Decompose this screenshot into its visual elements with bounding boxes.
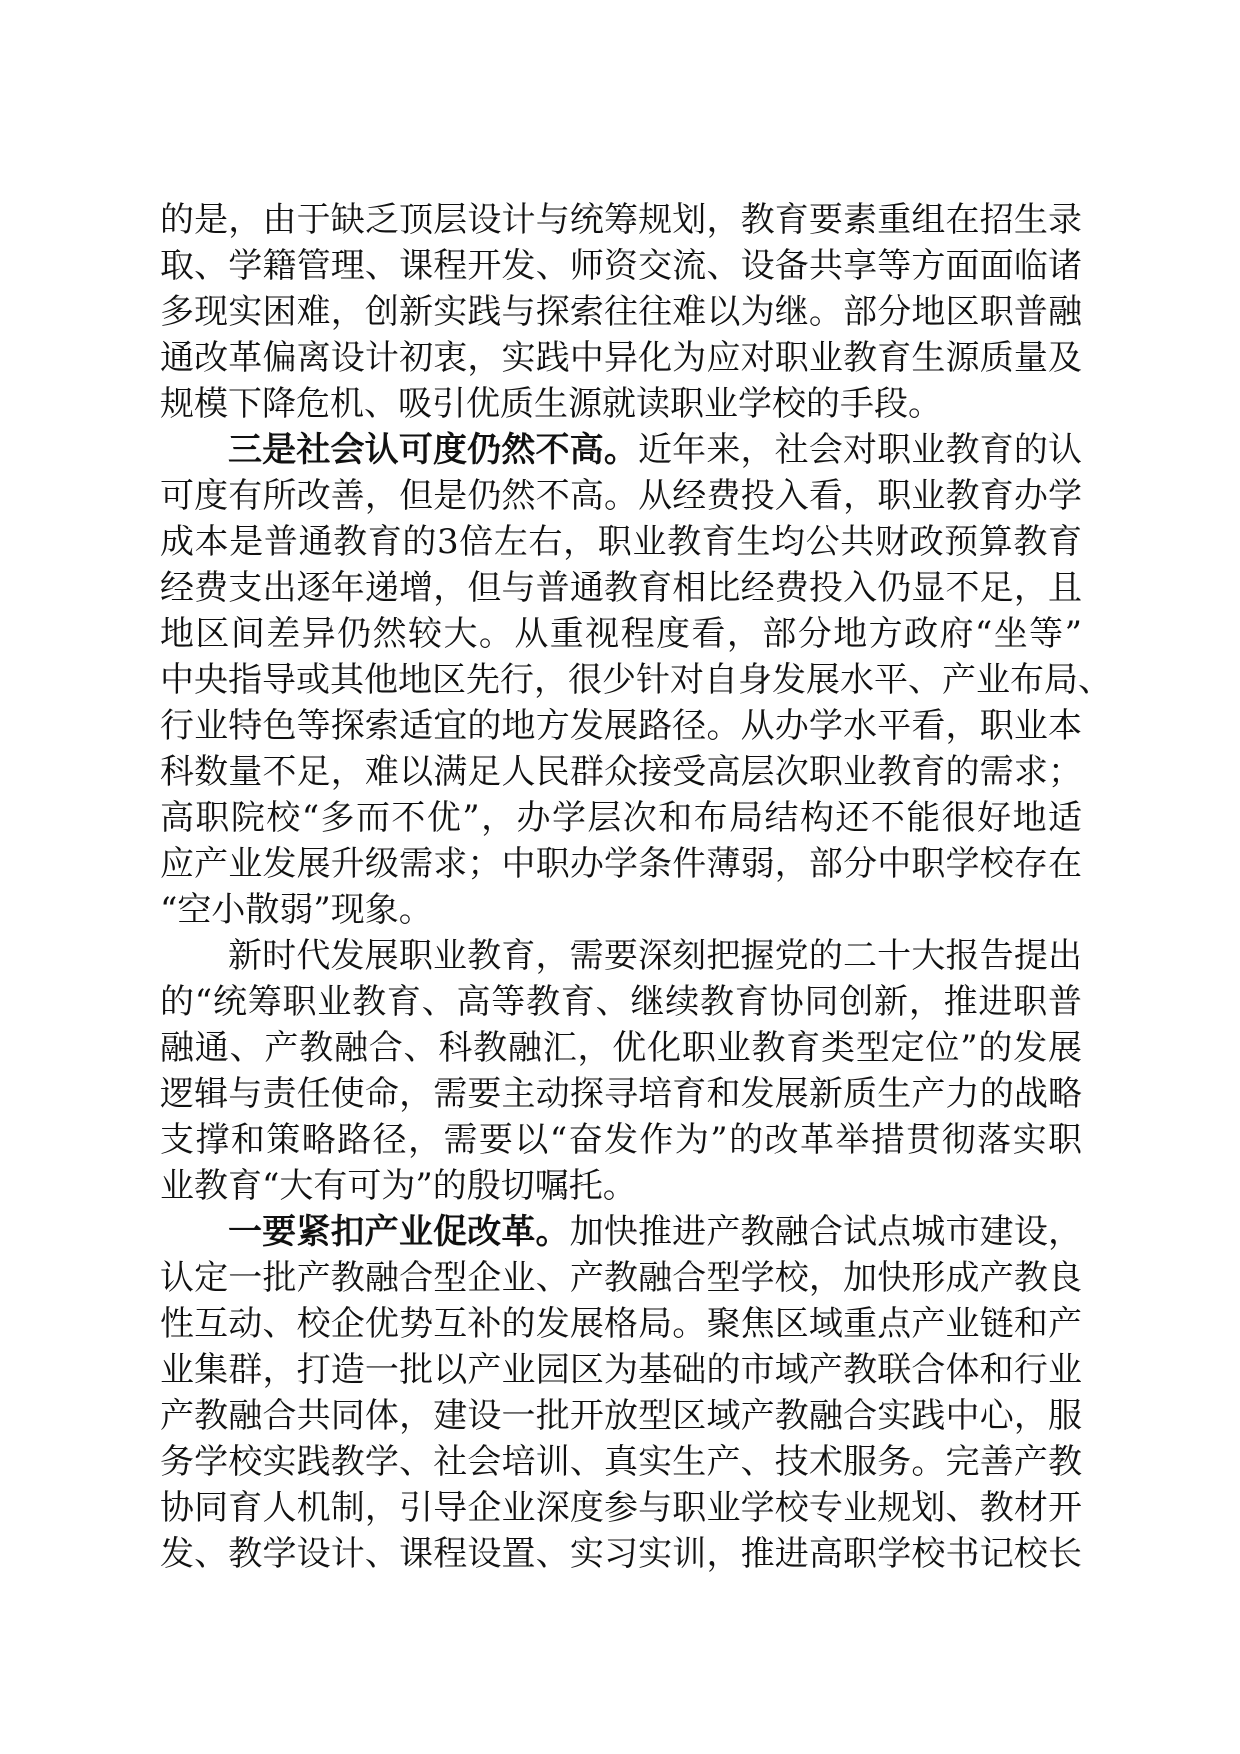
text-run: 加快推进产教融合试点城市建设，	[569, 1212, 1083, 1252]
paragraph-4	[160, 1209, 1082, 1577]
paragraph-lead-heading: 一要紧扣产业促改革。	[228, 1212, 570, 1252]
text-line: 中央指导或其他地区先行，很少针对自身发展水平、产业布局、	[160, 660, 1112, 700]
text-line: 取、学籍管理、课程开发、师资交流、设备共享等方面面临诸	[160, 246, 1082, 286]
text-line: 成本是普通教育的3倍左右，职业教育生均公共财政预算教育	[160, 522, 1082, 562]
text-line: 的“统筹职业教育、高等教育、继续教育协同创新，推进职普	[160, 982, 1082, 1022]
text-line: 多现实困难，创新实践与探索往往难以为继。部分地区职普融	[160, 292, 1082, 332]
paragraph-lead-heading: 三是社会认可度仍然不高。	[228, 430, 638, 470]
text-line: 产教融合共同体，建设一批开放型区域产教融合实践中心，服	[160, 1396, 1082, 1436]
paragraph-3	[160, 933, 1082, 1209]
text-line: 可度有所改善，但是仍然不高。从经费投入看，职业教育办学	[160, 476, 1082, 516]
text-line: 经费支出逐年递增，但与普通教育相比经费投入仍显不足，且	[160, 568, 1082, 608]
text-line: 新时代发展职业教育，需要深刻把握党的二十大报告提出	[228, 936, 1082, 976]
text-line: 发、教学设计、课程设置、实习实训，推进高职学校书记校长	[160, 1534, 1082, 1574]
text-line	[160, 1209, 1082, 1255]
text-line: 规模下降危机、吸引优质生源就读职业学校的手段。	[160, 384, 942, 424]
text-line: 行业特色等探索适宜的地方发展路径。从办学水平看，职业本	[160, 706, 1082, 746]
text-line: 支撑和策略路径，需要以“奋发作为”的改革举措贯彻落实职	[160, 1120, 1082, 1160]
text-line: 科数量不足，难以满足人民群众接受高层次职业教育的需求；	[160, 752, 1082, 792]
paragraph-1	[160, 197, 1082, 427]
text-line	[160, 427, 1082, 473]
text-line: 协同育人机制，引导企业深度参与职业学校专业规划、教材开	[160, 1488, 1082, 1528]
text-line: 地区间差异仍然较大。从重视程度看，部分地方政府“坐等”	[160, 614, 1082, 654]
paragraph-2	[160, 427, 1112, 933]
text-line: 通改革偏离设计初衷，实践中异化为应对职业教育生源质量及	[160, 338, 1082, 378]
text-line: 的是，由于缺乏顶层设计与统筹规划，教育要素重组在招生录	[160, 200, 1082, 240]
text-line: 性互动、校企优势互补的发展格局。聚焦区域重点产业链和产	[160, 1304, 1082, 1344]
text-run: 近年来，社会对职业教育的认	[638, 430, 1082, 470]
text-line: 业集群，打造一批以产业园区为基础的市域产教联合体和行业	[160, 1350, 1082, 1390]
text-line: 认定一批产教融合型企业、产教融合型学校，加快形成产教良	[160, 1258, 1082, 1298]
text-line: 业教育“大有可为”的殷切嘱托。	[160, 1166, 637, 1206]
text-line: 应产业发展升级需求；中职办学条件薄弱，部分中职学校存在	[160, 844, 1082, 884]
text-line: 融通、产教融合、科教融汇，优化职业教育类型定位”的发展	[160, 1028, 1082, 1068]
text-line: 务学校实践教学、社会培训、真实生产、技术服务。完善产教	[160, 1442, 1082, 1482]
text-line: “空小散弱”现象。	[160, 890, 433, 930]
document-page	[160, 197, 1112, 1577]
text-line: 逻辑与责任使命，需要主动探寻培育和发展新质生产力的战略	[160, 1074, 1082, 1114]
text-line: 高职院校“多而不优”，办学层次和布局结构还不能很好地适	[160, 798, 1082, 838]
